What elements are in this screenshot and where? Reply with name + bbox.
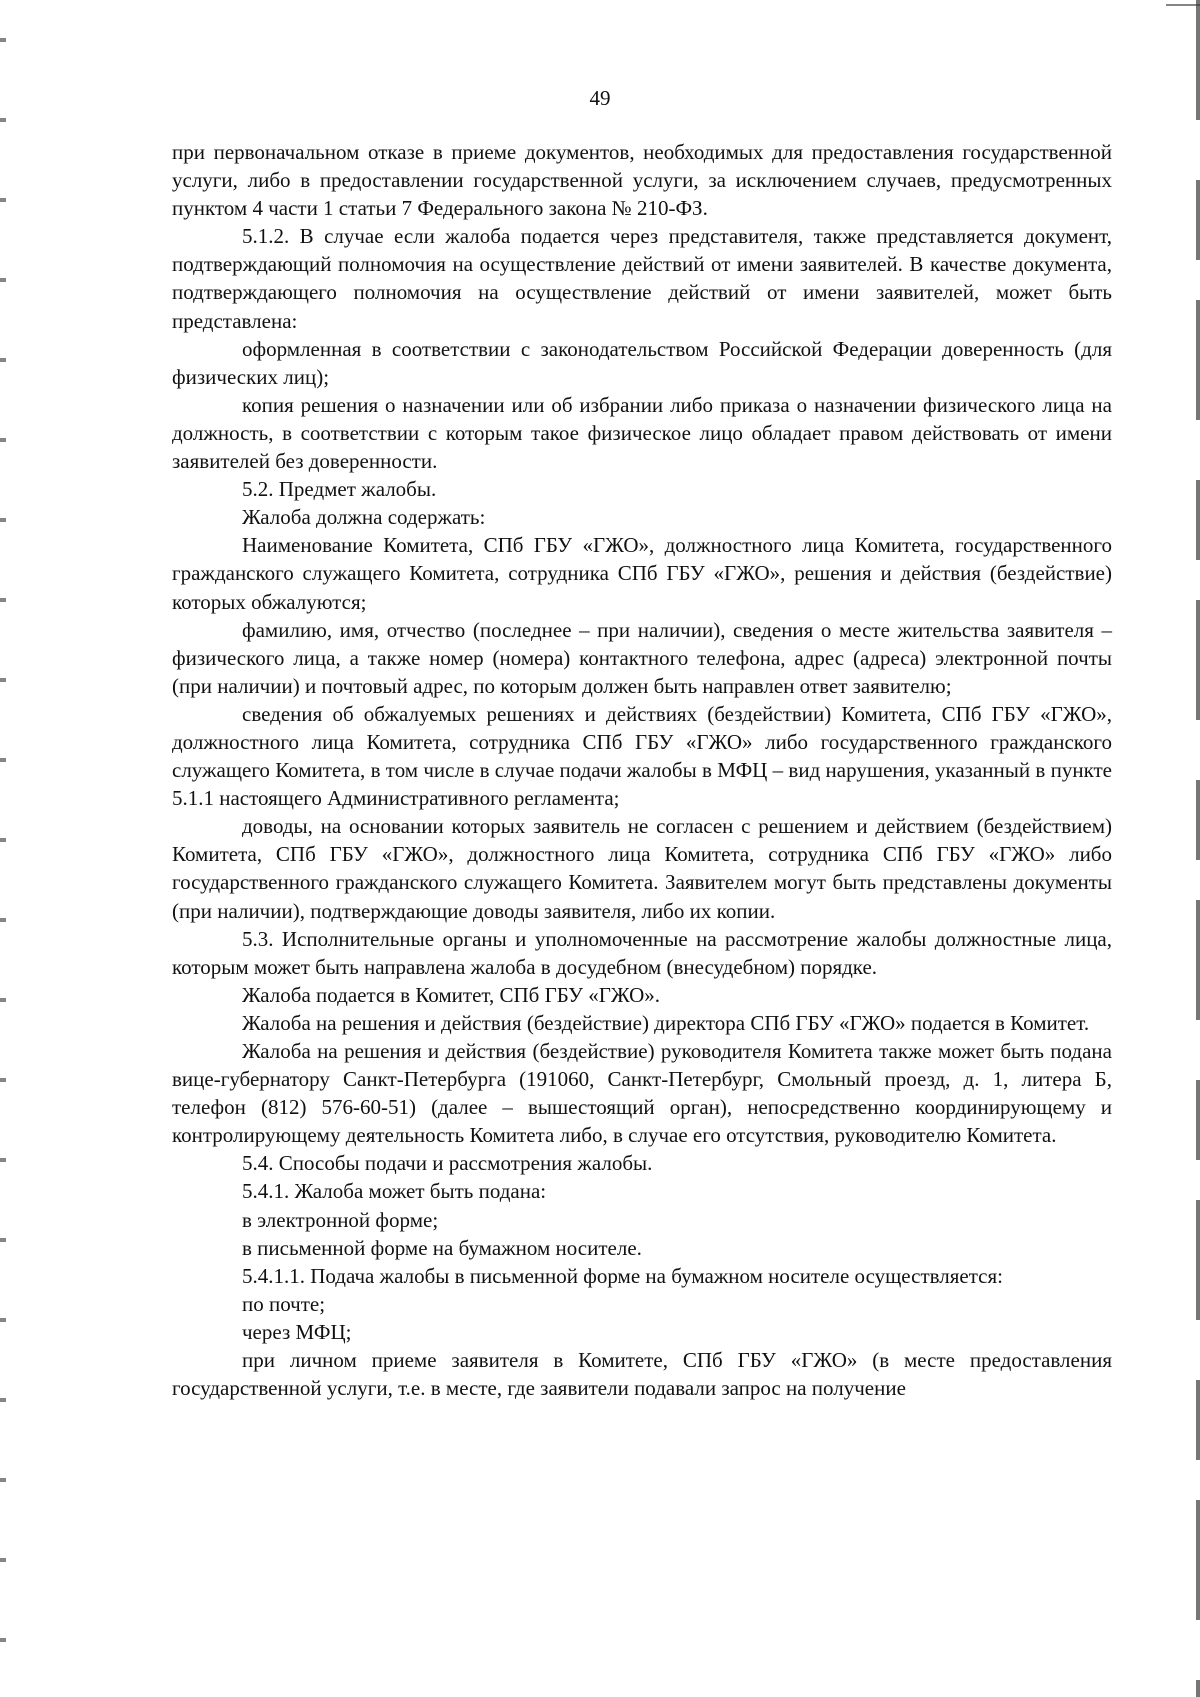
paragraph: 5.3. Исполнительные органы и уполномоченные на рассмотрение жалобы должностные лица, которым может быть направлена жалоба в досудебном (внесудебном) порядке. bbox=[172, 926, 1112, 979]
scan-edge-right bbox=[1196, 0, 1200, 1697]
paragraph: 5.4. Способы подачи и рассмотрения жалобы. bbox=[242, 1151, 653, 1176]
paragraph: в электронной форме; bbox=[242, 1207, 439, 1232]
paragraph: Жалоба на решения и действия (бездействие) руководителя Комитета также может быть подана вице-губернатору Санкт-Петербурга (191060, Санкт-Петербург, Смольный проезд, д. 1, литера Б, телефон (812) 576-60-51) (далее – вышестоящий орган), непосредственно координирующему и контролирующему деятельность Комитета либо, в случае его отсутствия, руководителю Комитета. bbox=[172, 1039, 1112, 1148]
paragraph: через МФЦ; bbox=[242, 1319, 352, 1344]
paragraph: 5.1.2. В случае если жалоба подается через представителя, также представляется документ, подтверждающий полномочия на осуществление действий от имени заявителей. В качестве документа, подтверждающего полномочия на осуществление действий от имени заявителей, может быть представлена: bbox=[172, 224, 1112, 333]
paragraph: в письменной форме на бумажном носителе. bbox=[242, 1235, 642, 1260]
paragraph: 5.2. Предмет жалобы. bbox=[242, 477, 437, 502]
paragraph: Жалоба на решения и действия (бездействие) директора СПб ГБУ «ГЖО» подается в Комитет. bbox=[242, 1010, 1090, 1035]
document-body bbox=[172, 138, 1112, 1402]
paragraph: 5.4.1. Жалоба может быть подана: bbox=[242, 1179, 547, 1204]
paragraph: фамилию, имя, отчество (последнее – при наличии), сведения о месте жительства заявителя – физического лица, а также номер (номера) контактного телефона, адрес (адреса) электронной почты (при наличии) и почтовый адрес, по которым должен быть направлен ответ заявителю; bbox=[172, 617, 1112, 698]
paragraph: сведения об обжалуемых решениях и действиях (бездействии) Комитета, СПб ГБУ «ГЖО», должностного лица Комитета, сотрудника СПб ГБУ «ГЖО» либо государственного гражданского служащего Комитета, в том числе в случае подачи жалобы в МФЦ – вид нарушения, указанный в пункте 5.1.1 настоящего Административного регламента; bbox=[172, 701, 1112, 811]
paragraph: Жалоба должна содержать: bbox=[242, 505, 486, 530]
page-number: 49 bbox=[589, 86, 611, 110]
paragraph: по почте; bbox=[242, 1291, 326, 1316]
paragraph: копия решения о назначении или об избрании либо приказа о назначении физического лица на должность, в соответствии с которым такое физическое лицо обладает правом действовать от имени заявителей без доверенности. bbox=[172, 392, 1112, 474]
scan-edge-left bbox=[0, 0, 6, 1697]
paragraph: Жалоба подается в Комитет, СПб ГБУ «ГЖО». bbox=[242, 982, 661, 1007]
paragraph: доводы, на основании которых заявитель не согласен с решением и действием (бездействием) Комитета, СПб ГБУ «ГЖО», должностного лица Комитета, сотрудника СПб ГБУ «ГЖО» либо государственного гражданского служащего Комитета. Заявителем могут быть представлены документы (при наличии), подтверждающие доводы заявителя, либо их копии. bbox=[172, 814, 1112, 923]
paragraph: Наименование Комитета, СПб ГБУ «ГЖО», должностного лица Комитета, государственного гражданского служащего Комитета, сотрудника СПб ГБУ «ГЖО», решения и действия (бездействие) которых обжалуются; bbox=[172, 533, 1112, 614]
paragraph: при первоначальном отказе в приеме документов, необходимых для предоставления государственной услуги, либо в предоставлении государственной услуги, за исключением случаев, предусмотренных пунктом 4 части 1 статьи 7 Федерального закона № 210-ФЗ. bbox=[172, 140, 1112, 221]
paragraph: оформленная в соответствии с законодательством Российской Федерации доверенность (для физических лиц); bbox=[172, 336, 1112, 389]
paragraph: при личном приеме заявителя в Комитете, СПб ГБУ «ГЖО» (в месте предоставления государственной услуги, т.е. в месте, где заявители подавали запрос на получение bbox=[172, 1348, 1112, 1401]
paragraph: 5.4.1.1. Подача жалобы в письменной форме на бумажном носителе осуществляется: bbox=[242, 1263, 1003, 1288]
scan-edge-top bbox=[1166, 4, 1200, 6]
